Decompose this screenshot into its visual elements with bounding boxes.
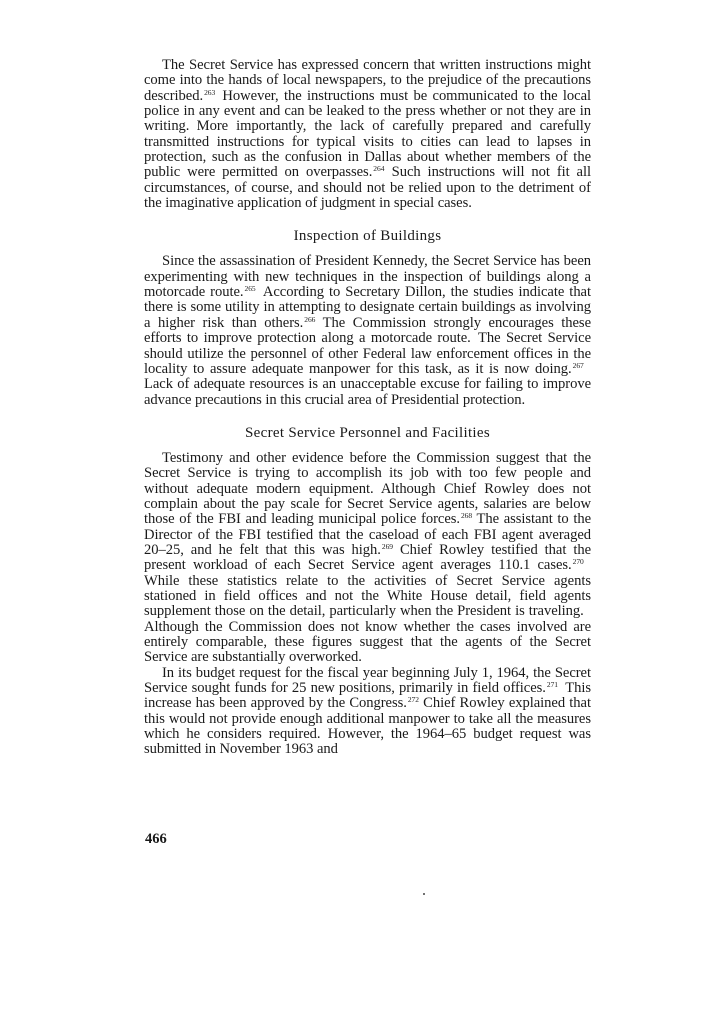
footnote-reference: 269 [381, 541, 393, 551]
intro-section [144, 58, 591, 211]
footnote-reference: 267 [572, 360, 584, 370]
footnote-reference: 265 [244, 284, 256, 294]
section-heading-personnel-and-facilities: Secret Service Personnel and Facilities [245, 424, 490, 441]
body-paragraph: Since the assassination of President Kennedy, the Secret Service has been experimenting with new techniques in the inspection of buildings along a motorcade route.$^{265}$ According to Secretary Dillon, the studies indicate that there is some utility in attempting to designate certain buildings as involving a higher risk than others.$^{266}$ The Commission strongly encourages these efforts to improve protection along a motorcade route. The Secret Service should utilize the personnel of other Federal law enforcement offices in the locality to assure adequate manpower for this task, as it is now doing.$^{267}$ Lack of adequate resources is an unacceptable excuse for failing to improve advance precautions in this crucial area of Presidential protection. [144, 253, 591, 408]
footnote-reference: 263 [204, 87, 216, 97]
section-heading-inspection-of-buildings: Inspection of Buildings [293, 228, 442, 245]
section-body-personnel-and-facilities [144, 451, 591, 758]
page-number: 466 [145, 831, 167, 847]
footnote-reference: 266 [304, 314, 316, 324]
footnote-reference: 264 [373, 164, 385, 174]
scan-speck [423, 893, 425, 895]
footnote-reference: 271 [546, 680, 558, 690]
footnote-reference: 272 [407, 695, 419, 705]
document-page [144, 58, 591, 758]
section-body-inspection-of-buildings [144, 254, 591, 407]
footnote-reference: 270 [572, 557, 584, 567]
body-paragraph: The Secret Service has expressed concern that written instructions might come into the hands of local newspapers, to the prejudice of the precautions described.$^{263}$ However, the instructions must be communicated to the local police in any event and can be leaked to the press whether or not they are in writing. More importantly, the lack of carefully prepared and carefully transmitted instructions for typical visits to cities can lead to lapses in protection, such as the confusion in Dallas about whether members of the public were permitted on overpasses.$^{264}$ Such instructions will not fit all circumstances, of course, and should not be relied upon to the detriment of the imaginative application of judgment in special cases. [144, 57, 591, 212]
body-paragraph: In its budget request for the fiscal year beginning July 1, 1964, the Secret Service sought funds for 25 new positions, primarily in field offices.$^{271}$ This increase has been approved by the Congress.$^{272}$ Chief Rowley explained that this would not provide enough additional manpower to take all the measures which he considers required. However, the 1964–65 budget request was submitted in November 1963 and [144, 664, 591, 758]
footnote-reference: 268 [460, 511, 473, 521]
body-paragraph: Testimony and other evidence before the Commission suggest that the Secret Service is trying to accomplish its job with too few people and without adequate modern equipment. Although Chief Rowley does not complain about the pay scale for Secret Service agents, salaries are below those of the FBI and leading municipal police forces.$^{268}$ The assistant to the Director of the FBI testified that the caseload of each FBI agent averaged 20–25, and he felt that this was high.$^{269}$ Chief Rowley testified that the present workload of each Secret Service agent averages 110.1 cases.$^{270}$ While these statistics relate to the activities of Secret Service agents stationed in field offices and not the White House detail, field agents supplement those on the detail, particularly when the President is traveling. Although the Commission does not know whether the cases involved are entirely comparable, these figures suggest that the agents of the Secret Service are substantially overworked. [144, 449, 591, 666]
